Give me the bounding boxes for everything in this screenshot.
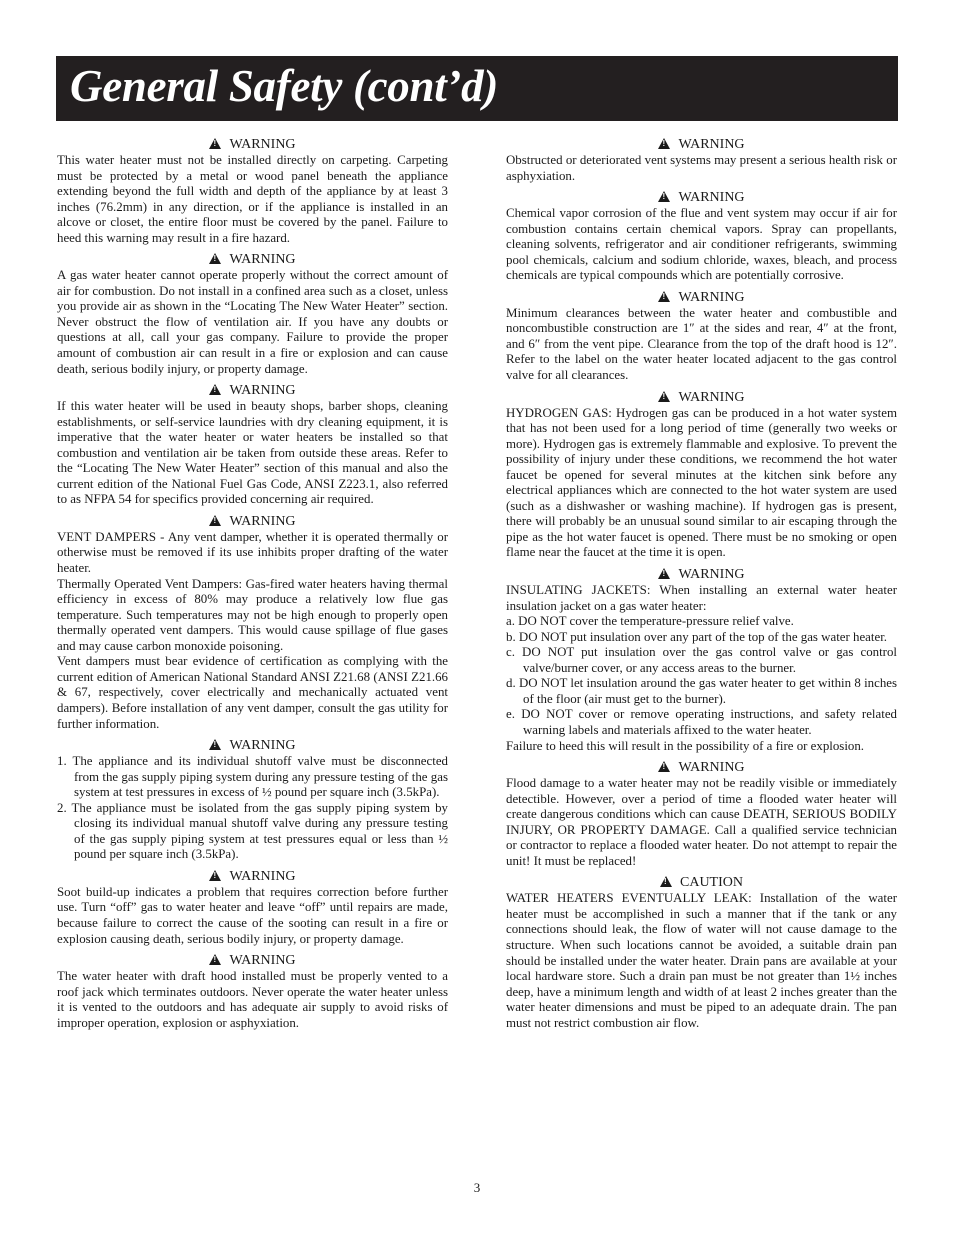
warning-triangle-icon — [658, 191, 670, 202]
safety-block — [57, 953, 448, 1031]
body-paragraph: If this water heater will be used in beauty shops, barber shops, cleaning establishments, or self-service laundries with dry cleaning equipment, it is imperative that the water heater or water heaters be installed so that combustion and ventilation air be taken from outside these areas. Refer to the “Locating The New Water Heater” section of this manual and also the current edition of the National Fuel Gas Code, ANSI Z223.1, also referred to as NFPA 54 for specifics provided concerning air required. — [57, 399, 448, 507]
block-heading — [57, 252, 448, 268]
heading-label: CAUTION — [680, 875, 743, 891]
block-heading — [506, 390, 897, 406]
block-heading — [506, 875, 897, 891]
safety-block — [506, 760, 897, 869]
heading-label: WARNING — [678, 190, 745, 206]
body-paragraph: Obstructed or deteriorated vent systems may present a serious health risk or asphyxiation. — [506, 153, 897, 183]
block-heading — [57, 383, 448, 399]
list-item: c. DO NOT put insulation over the gas control valve or gas control valve/burner cover, or any access areas to the burner. — [506, 645, 897, 675]
heading-label: WARNING — [678, 567, 745, 583]
block-heading — [57, 869, 448, 885]
warning-triangle-icon — [209, 138, 221, 149]
body-paragraph: HYDROGEN GAS: Hydrogen gas can be produced in a hot water system that has not been used for a long period of time (generally two weeks or more). Hydrogen gas is extremely flammable and explosive. To prevent the possibility of injury under these conditions, we recommend the hot water faucet be opened for several minutes at the kitchen sink before any electrical appliances which are connected to the hot water system are used (such as a dishwasher or washing machine). If hydrogen gas is present, there will probably be an unusual sound similar to air escaping through the pipe as the hot water faucet is opened. There must be no smoking or open flame near the faucet at the time it is open. — [506, 405, 897, 560]
body-paragraph: Flood damage to a water heater may not be readily visible or immediately detectible. However, over a period of time a flooded water heater will create dangerous conditions which can cause DEATH, SERIOUS BODILY INJURY, OR PROPERTY DAMAGE. Call a qualified service technician or contractor to replace a flooded water heater. Do not attempt to repair the unit! It must be replaced! — [506, 776, 897, 868]
block-heading — [506, 137, 897, 153]
warning-triangle-icon — [209, 739, 221, 750]
list-item: a. DO NOT cover the temperature-pressure relief valve. — [506, 614, 794, 629]
heading-label: WARNING — [229, 252, 296, 268]
body-paragraph: Soot build-up indicates a problem that requires correction before further use. Turn “off” gas to water heater and leave “off” until repairs are made, because failure to correct the cause of the sooting can result in a fire or explosion causing death, serious bodily injury, or property damage. — [57, 884, 448, 946]
safety-block — [506, 190, 897, 284]
warning-triangle-icon — [209, 384, 221, 395]
warning-triangle-icon — [658, 291, 670, 302]
warning-triangle-icon — [209, 515, 221, 526]
safety-block — [57, 383, 448, 508]
body-paragraph: Failure to heed this will result in the possibility of a fire or explosion. — [506, 738, 865, 753]
list-item: b. DO NOT put insulation over any part of the top of the gas water heater. — [506, 629, 888, 644]
page-title-bar — [56, 56, 898, 121]
block-heading — [57, 514, 448, 530]
safety-block — [57, 252, 448, 377]
list-item: e. DO NOT cover or remove operating instructions, and safety related warning labels and materials affixed to the water heater. — [506, 707, 897, 737]
block-heading — [57, 137, 448, 153]
warning-triangle-icon — [209, 954, 221, 965]
heading-label: WARNING — [229, 513, 296, 529]
body-paragraph: VENT DAMPERS - Any vent damper, whether it is operated thermally or otherwise must be removed if its use inhibits proper drafting of the water heater. — [57, 529, 448, 576]
list-item: 1. The appliance and its individual shutoff valve must be disconnected from the gas supply piping system during any pressure testing of the gas system at test pressures in excess of ½ pound per square inch (3.5kPa). — [57, 754, 448, 800]
page-title: General Safety (cont’d) — [70, 61, 499, 111]
body-paragraph: Minimum clearances between the water heater and combustible and noncombustible construction are 1″ at the sides and rear, 4″ at the front, and 6″ from the vent pipe. Clearance from the top of the draft hood is 12″. Refer to the label on the water heater located adjacent to the gas control valve for all clearances. — [506, 305, 897, 383]
block-heading — [57, 953, 448, 969]
block-heading — [506, 567, 897, 583]
left-column — [57, 137, 448, 1037]
safety-block — [506, 290, 897, 384]
page-number: 3 — [473, 1180, 481, 1195]
heading-label: WARNING — [229, 953, 296, 969]
warning-triangle-icon — [658, 568, 670, 579]
heading-label: WARNING — [678, 289, 745, 305]
safety-block — [57, 869, 448, 947]
heading-label: WARNING — [229, 868, 296, 884]
right-column — [506, 137, 897, 1037]
body-paragraph: This water heater must not be installed directly on carpeting. Carpeting must be protected by a metal or wood panel beneath the appliance extending beyond the full width and depth of the appliance by at least 3 inches (76.2mm) in any direction, or if the appliance is installed in an alcove or closet, the entire floor must be covered by the panel. Failure to heed this warning may result in a fire hazard. — [57, 153, 448, 245]
warning-triangle-icon — [658, 138, 670, 149]
body-paragraph: The water heater with draft hood installed must be properly vented to a roof jack which terminates outdoors. Never operate the water heater unless it is vented to the outdoors and has adequate air supply to avoid risks of improper operation, explosion or asphyxiation. — [57, 969, 448, 1030]
block-heading — [57, 738, 448, 754]
safety-block — [506, 137, 897, 184]
warning-triangle-icon — [209, 253, 221, 264]
heading-label: WARNING — [229, 137, 296, 152]
heading-label: WARNING — [678, 760, 745, 776]
body-paragraph: INSULATING JACKETS: When installing an external water heater insulation jacket on a gas water heater: — [506, 583, 897, 613]
safety-block — [57, 137, 448, 246]
warning-triangle-icon — [209, 870, 221, 881]
body-paragraph: Vent dampers must bear evidence of certification as complying with the current edition of American National Standard ANSI Z21.68 (ANSI Z21.66 & 67, respectively, cover electrically and mechanically actuated vent dampers). Before installation of any vent damper, consult the gas utility for further information. — [57, 654, 448, 731]
warning-triangle-icon — [658, 761, 670, 772]
heading-label: WARNING — [678, 389, 745, 405]
body-paragraph: A gas water heater cannot operate properly without the correct amount of air for combustion. Do not install in a confined area such as a closet, unless you provide air as shown in the “Locating The New Water Heater” section. Never obstruct the flow of ventilation air. If you have any doubts or questions at all, call your gas company. Failure to provide the proper amount of combustion air can result in a fire or explosion and can cause death, serious bodily injury, or property damage. — [57, 268, 448, 376]
safety-block — [506, 567, 897, 754]
warning-triangle-icon — [658, 391, 670, 402]
warning-triangle-icon — [660, 876, 672, 887]
list-item: 2. The appliance must be isolated from the gas supply piping system by closing its individual manual shutoff valve during any pressure testing of the gas supply piping system at test pressures equal or less than ½ pound per square inch (3.5kPa). — [57, 800, 448, 862]
safety-block — [57, 738, 448, 863]
body-paragraph: Thermally Operated Vent Dampers: Gas-fired water heaters having thermal efficiency in excess of 80% may produce a relatively low flue gas temperature. Such temperatures may not be high enough to properly open thermally operated vent dampers. This would cause spillage of flue gases and may cause carbon monoxide poisoning. — [57, 576, 448, 653]
body-paragraph: WATER HEATERS EVENTUALLY LEAK: Installation of the water heater must be accomplished in such a manner that if the tank or any connections should leak, the flow of water will not cause damage to the structure. When such locations cannot be avoided, a suitable drain pan should be installed under the water heater. Drain pans are available at your local hardware store. Such a drain pan must be not greater than 1½ inches deep, have a minimum length and width of at least 2 inches greater than the water heater dimensions and must be piped to an adequate drain. The pan must not restrict combustion air flow. — [506, 891, 897, 1030]
list-item: d. DO NOT let insulation around the gas water heater to get within 8 inches of the floor (air must get to the burner). — [506, 676, 897, 706]
body-paragraph: Chemical vapor corrosion of the flue and vent system may occur if air for combustion contains certain chemical vapors. Spray can propellants, cleaning solvents, refrigerator and air conditioner refrigerants, swimming pool chemicals, calcium and sodium chloride, waxes, bleach, and process chemicals are typical compounds which are potentially corrosive. — [506, 206, 897, 283]
safety-block — [506, 875, 897, 1031]
heading-label: WARNING — [229, 383, 296, 399]
safety-block — [57, 514, 448, 732]
heading-label: WARNING — [678, 137, 745, 152]
block-heading — [506, 190, 897, 206]
block-heading — [506, 760, 897, 776]
safety-block — [506, 390, 897, 561]
block-heading — [506, 290, 897, 306]
heading-label: WARNING — [229, 738, 296, 754]
